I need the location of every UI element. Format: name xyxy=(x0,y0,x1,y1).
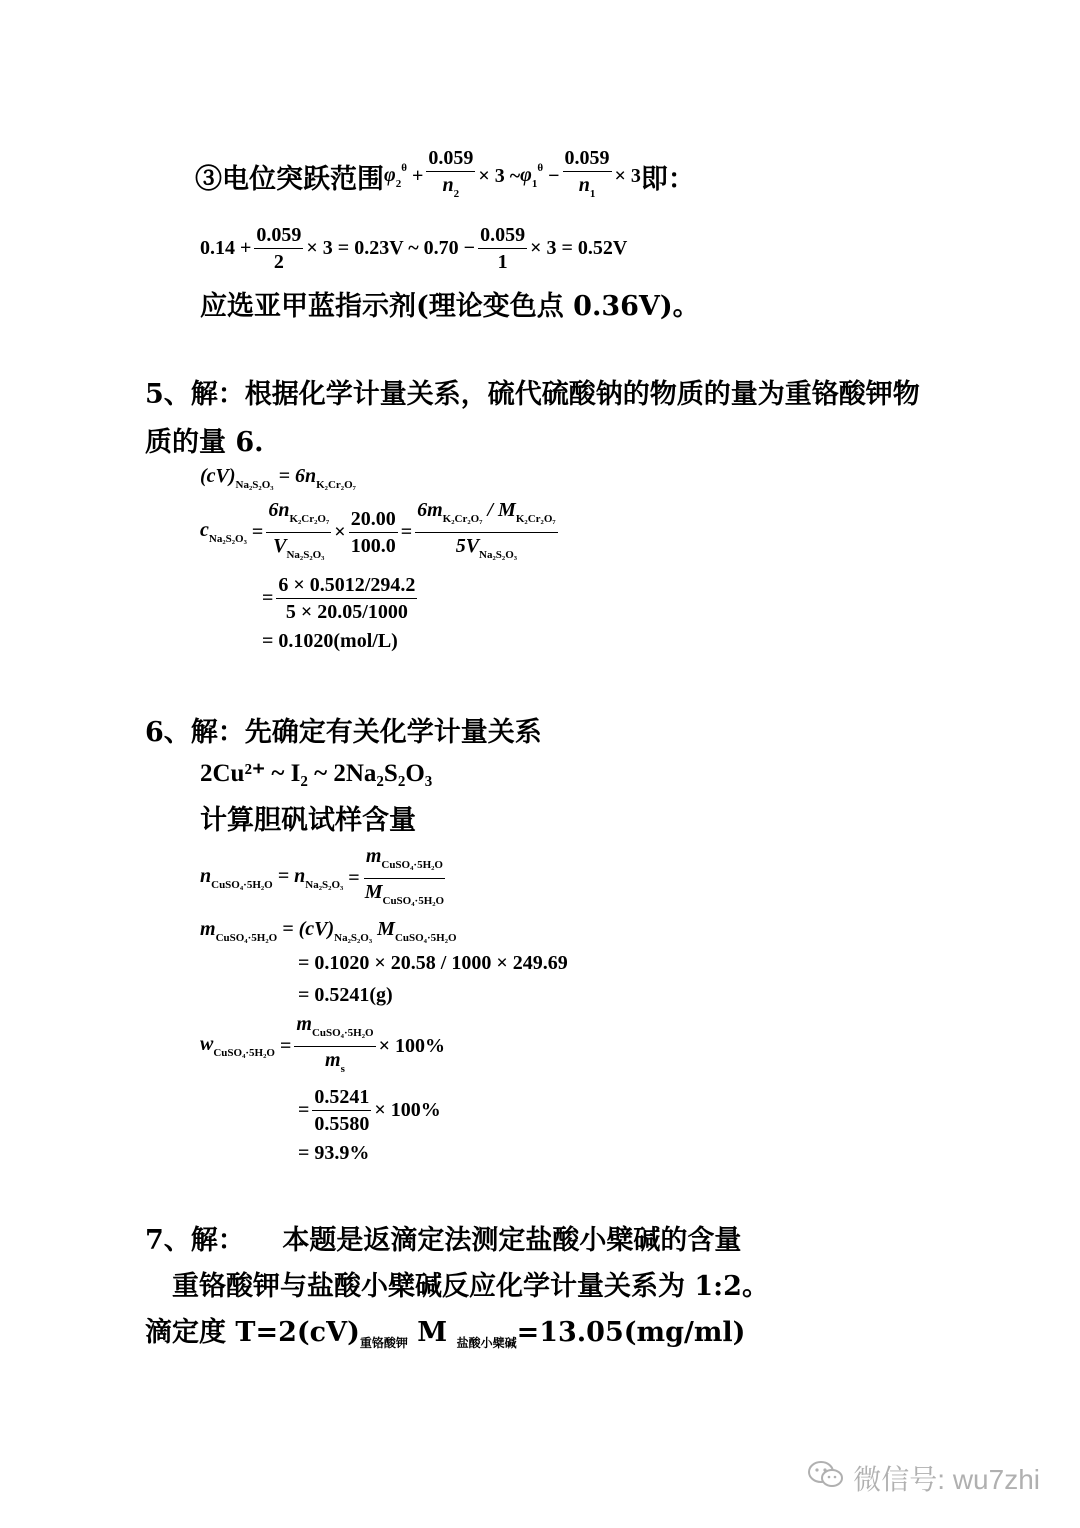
problem6-m-eq: $m_{CuSO_4\cdot 5H_2O} = (cV)_{Na_2S_2O_3}$ $M_{CuSO_4\cdot 5H_2O}$ xyxy=(200,918,457,944)
problem5-eq2: $c_{Na_2S_2O_3}$ = $\frac{6n_{K_2Cr_2O_7}}{V_{Na_2S_2O_3}}$ × $\frac{20.00}{100.0}$ = $\frac{6m_{K_2Cr_2O_7} / M_{K_2Cr_2O_7}}{5V_{Na_2S_2O_3}}$ xyxy=(200,498,556,561)
fraction-059-n1: $\frac{0.059}{n_1}$ xyxy=(564,147,610,200)
wechat-icon xyxy=(807,1459,845,1498)
problem7-ratio-line: 重铬酸钾与盐酸小檗碱反应化学计量关系为 1:2。 xyxy=(172,1271,769,1302)
problem5-eq1: $(cV)_{Na_2S_2O_3} = 6n_{K_2Cr_2O_7}$ xyxy=(200,465,356,491)
problem6-n-eq: $n_{CuSO_4\cdot 5H_2O}$ = $n_{Na_2S_2O_3}$ = $\frac{m_{CuSO_4\cdot 5H_2O}}{M_{CuSO_4\cdot 5H_2O}}$ xyxy=(200,844,445,907)
problem6-subheading: 计算胆矾试样含量 xyxy=(200,805,416,836)
problem6-m-calc: = 0.1020 × 20.58 / 1000 × 249.69 xyxy=(298,952,568,974)
potential-jump-line: ③电位突跃范围 $\varphi_2^\theta$ + $\frac{0.059}{n_2}$ × 3 ~ $\varphi_1^\theta$ − $\frac{0.059}{n_1}$ × 3 即： xyxy=(195,148,695,204)
problem6-w-calc: = $\frac{0.5241}{0.5580}$ × 100% xyxy=(298,1085,441,1135)
problem6-w-eq: $w_{CuSO_4\cdot 5H_2O}$ = $\frac{m_{CuSO_4\cdot 5H_2O}}{m_s}$ × 100% xyxy=(200,1012,445,1075)
problem5-result: = 0.1020(mol/L) xyxy=(262,630,398,652)
potential-jump-label: ③电位突跃范围 xyxy=(195,163,384,195)
fraction-059-n2: $\frac{0.059}{n_2}$ xyxy=(428,147,474,200)
problem5-eq3: = $\frac{6 \times 0.5012/294.2}{5 \times 20.05/1000}$ xyxy=(262,573,416,623)
stoichiometric-relation: 2Cu²⁺ ~ I₂ ~ 2Na₂S₂O₃ xyxy=(200,760,433,787)
problem7-titer-line: 滴定度 $T=2(cV)_{重铬酸钾}$ M $_{盐酸小檗碱}$=13.05(mg/ml) xyxy=(145,1317,746,1350)
problem7-heading: 7、解： 本题是返滴定法测定盐酸小檗碱的含量 xyxy=(145,1225,742,1256)
potential-calc-line: 0.14 + $\frac{0.059}{2}$ × 3 = 0.23V ~ 0.70 − $\frac{0.059}{1}$ × 3 = 0.52V xyxy=(200,223,628,273)
watermark-text: 微信号: wu7zhi xyxy=(853,1464,1040,1495)
problem6-heading: 6、解：先确定有关化学计量关系 xyxy=(145,717,542,748)
wechat-watermark xyxy=(807,1458,1040,1498)
problem6-w-result: = 93.9% xyxy=(298,1142,370,1164)
problem6-m-result: = 0.5241(g) xyxy=(298,984,393,1006)
indicator-conclusion: 应选亚甲蓝指示剂(理论变色点 0.36V)。 xyxy=(200,291,700,322)
problem5-heading-cont: 质的量 6. xyxy=(145,427,264,458)
problem5-heading: 5、解：根据化学计量关系，硫代硫酸钠的物质的量为重铬酸钾物 xyxy=(145,379,920,410)
